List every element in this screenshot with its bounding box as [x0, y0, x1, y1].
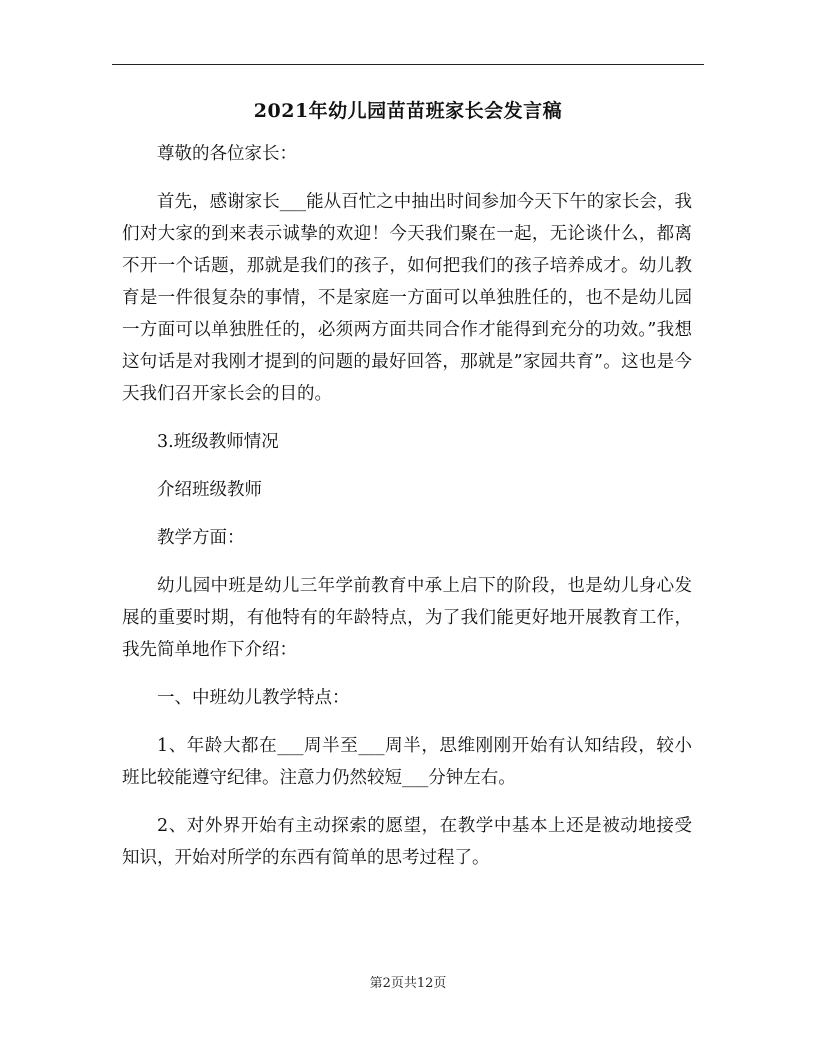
paragraph-section-teachers: 3.班级教师情况	[157, 432, 279, 452]
paragraph-opening: 首先，感谢家长___能从百忙之中抽出时间参加今天下午的家长会，我们对大家的到来表示诚挚的欢迎！今天我们聚在一起，无论谈什么，都离不开一个话题，那就是我们的孩子，如何把我们的孩子培养成才。幼儿教育是一件很复杂的事情，不是家庭一方面可以单独胜任的，也不是幼儿园一方面可以单独胜任的，必须两方面共同合作才能得到充分的功效。”我想这句话是对我刚才提到的问题的最好回答，那就是”家园共育”。这也是今天我们召开家长会的目的。	[122, 192, 692, 404]
paragraph-features-heading: 一、中班幼儿教学特点：	[157, 688, 350, 708]
header-rule	[112, 64, 704, 65]
paragraph-salutation: 尊敬的各位家长：	[157, 144, 297, 164]
paragraph-feature-1: 1、年龄大都在___周半至___周半，思维刚刚开始有认知结段，较小班比较能遵守纪律。注意力仍然较短___分钟左右。	[122, 736, 692, 788]
paragraph-teaching-heading: 教学方面：	[157, 528, 245, 548]
paragraph-feature-2: 2、对外界开始有主动探索的愿望，在教学中基本上还是被动地接受知识，开始对所学的东西有简单的思考过程了。	[122, 816, 692, 868]
paragraph-middle-class-intro: 幼儿园中班是幼儿三年学前教育中承上启下的阶段，也是幼儿身心发展的重要时期，有他特有的年龄特点，为了我们能更好地开展教育工作，我先简单地作下介绍：	[122, 576, 692, 660]
document-title: 2021年幼儿园苗苗班家长会发言稿	[253, 100, 563, 122]
page-number: 第2页共12页	[369, 976, 447, 991]
paragraph-introduce-teachers: 介绍班级教师	[157, 480, 262, 500]
document-body	[122, 138, 692, 890]
